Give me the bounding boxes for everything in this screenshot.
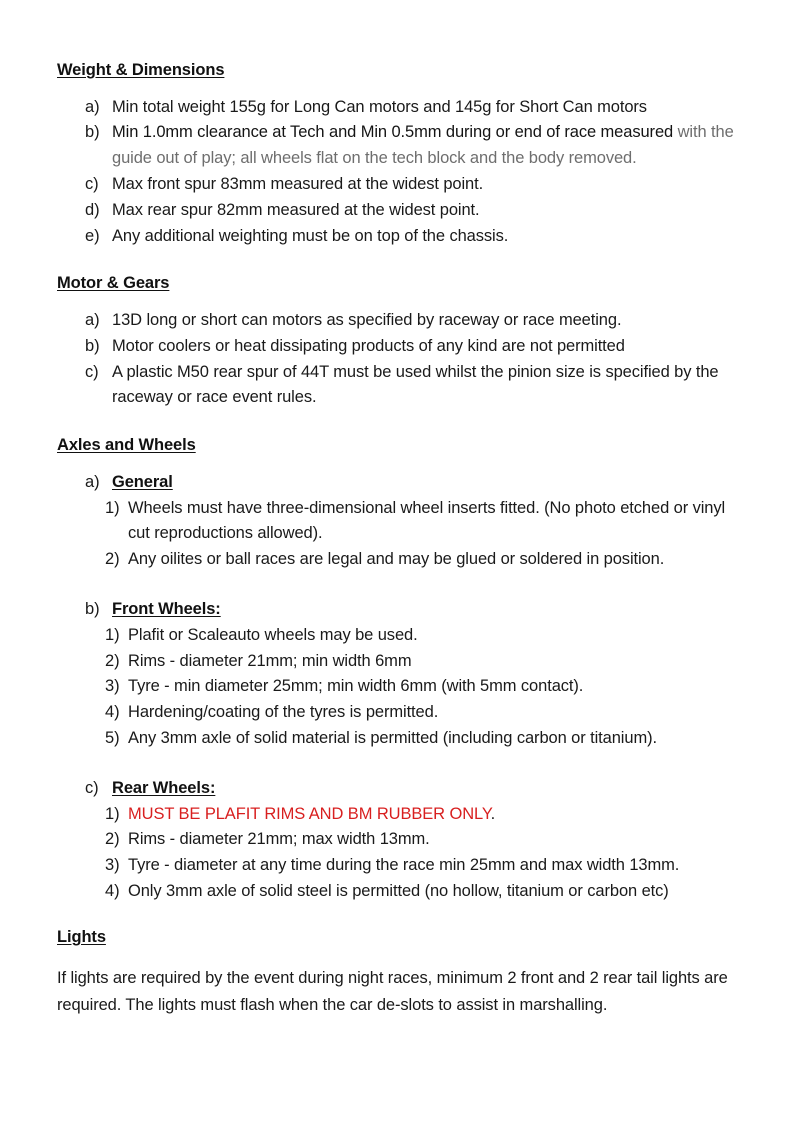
list-item xyxy=(57,360,745,412)
section-heading-lights: Lights xyxy=(57,927,106,946)
list-marker: a) xyxy=(85,472,100,491)
list-marker: 1) xyxy=(105,625,120,644)
list-marker: e) xyxy=(85,226,100,245)
list-weight-and-dimensions xyxy=(57,95,745,250)
list-item-text: A plastic M50 rear spur of 44T must be used whilst the pinion size is specified by the raceway or race event rules. xyxy=(112,362,719,407)
list-item-text: Rims - diameter 21mm; max width 13mm. xyxy=(128,830,430,849)
list-marker: 4) xyxy=(105,882,120,900)
section-heading-axles-and-wheels: Axles and Wheels xyxy=(57,436,196,455)
list-item-text: Wheels must have three-dimensional wheel inserts fitted. (No photo etched or vinyl cut reproductions allowed). xyxy=(128,498,726,543)
list-item-text: Only 3mm axle of solid steel is permitted (no hollow, titanium or carbon etc) xyxy=(128,882,669,900)
list-item xyxy=(57,879,745,905)
list-marker: c) xyxy=(85,362,99,381)
list-marker: 5) xyxy=(105,729,120,748)
list-item-text-trailing: . xyxy=(490,804,496,823)
subsection-rear-wheels xyxy=(57,776,745,802)
list-marker: 2) xyxy=(105,550,120,569)
list-axles-and-wheels xyxy=(57,470,745,905)
list-marker: b) xyxy=(85,123,100,142)
list-general-items xyxy=(57,496,745,573)
list-item xyxy=(57,95,745,121)
list-marker: c) xyxy=(85,778,99,797)
list-marker: d) xyxy=(85,200,100,219)
list-item-text: Any 3mm axle of solid material is permitted (including carbon or titanium). xyxy=(128,729,657,748)
list-item-text: Max rear spur 82mm measured at the widest point. xyxy=(112,200,480,219)
subsection-title: Rear Wheels: xyxy=(112,778,216,797)
list-item xyxy=(57,198,745,224)
list-marker: 1) xyxy=(105,498,120,517)
list-item xyxy=(57,623,745,649)
list-item xyxy=(57,308,745,334)
list-marker: 3) xyxy=(105,856,120,875)
list-item xyxy=(57,802,745,828)
section-heading-weight-and-dimensions: Weight & Dimensions xyxy=(57,61,225,79)
list-marker: a) xyxy=(85,311,100,330)
list-item xyxy=(57,853,745,879)
list-marker: 4) xyxy=(105,703,120,722)
list-item-text: Hardening/coating of the tyres is permitted. xyxy=(128,703,439,722)
list-item-text: Plafit or Scaleauto wheels may be used. xyxy=(128,625,418,644)
list-item xyxy=(57,700,745,726)
list-item xyxy=(57,172,745,198)
list-marker: a) xyxy=(85,97,100,116)
list-marker: 1) xyxy=(105,804,120,823)
list-item xyxy=(57,334,745,360)
subsection-title: Front Wheels: xyxy=(112,600,221,619)
list-item-text-faded: with the guide out of play; all wheels flat on the tech block and the body removed. xyxy=(112,123,734,168)
section-heading-motor-and-gears: Motor & Gears xyxy=(57,274,170,293)
list-item-text: 13D long or short can motors as specified by raceway or race meeting. xyxy=(112,311,622,330)
list-rear-wheels-items xyxy=(57,802,745,905)
list-marker: b) xyxy=(85,600,100,619)
list-motor-and-gears xyxy=(57,308,745,411)
subsection-title: General xyxy=(112,472,173,491)
subsection-front-wheels xyxy=(57,597,745,623)
list-item-text: Min total weight 155g for Long Can motors and 145g for Short Can motors xyxy=(112,97,647,116)
lights-paragraph: If lights are required by the event during night races, minimum 2 front and 2 rear tail lights are required. The lights must flash when the car de-slots to assist in marshalling. xyxy=(57,969,728,1014)
list-item xyxy=(57,674,745,700)
list-item-text: Max front spur 83mm measured at the widest point. xyxy=(112,175,484,194)
list-item-text-warning: MUST BE PLAFIT RIMS AND BM RUBBER ONLY xyxy=(128,804,491,823)
list-item xyxy=(57,120,745,172)
list-front-wheels-items xyxy=(57,623,745,752)
list-marker: b) xyxy=(85,336,100,355)
list-item-text: Motor coolers or heat dissipating products of any kind are not permitted xyxy=(112,336,625,355)
list-item xyxy=(57,827,745,853)
list-item xyxy=(57,547,745,573)
list-item-text: Tyre - min diameter 25mm; min width 6mm (with 5mm contact). xyxy=(128,677,584,696)
list-marker: c) xyxy=(85,175,99,194)
list-item-text-dark: Min 1.0mm clearance at Tech and Min 0.5mm during or end of race measured xyxy=(112,123,678,142)
list-marker: 3) xyxy=(105,677,120,696)
list-item xyxy=(57,726,745,752)
list-item xyxy=(57,496,745,548)
list-item-text: Tyre - diameter at any time during the race min 25mm and max width 13mm. xyxy=(128,856,680,875)
list-marker: 2) xyxy=(105,830,120,849)
list-item-text: Any oilites or ball races are legal and may be glued or soldered in position. xyxy=(128,550,665,569)
list-item xyxy=(57,649,745,675)
list-item-text: Rims - diameter 21mm; min width 6mm xyxy=(128,651,412,670)
list-item-text: Any additional weighting must be on top of the chassis. xyxy=(112,226,509,245)
subsection-general xyxy=(57,470,745,496)
list-marker: 2) xyxy=(105,651,120,670)
list-item xyxy=(57,224,745,250)
